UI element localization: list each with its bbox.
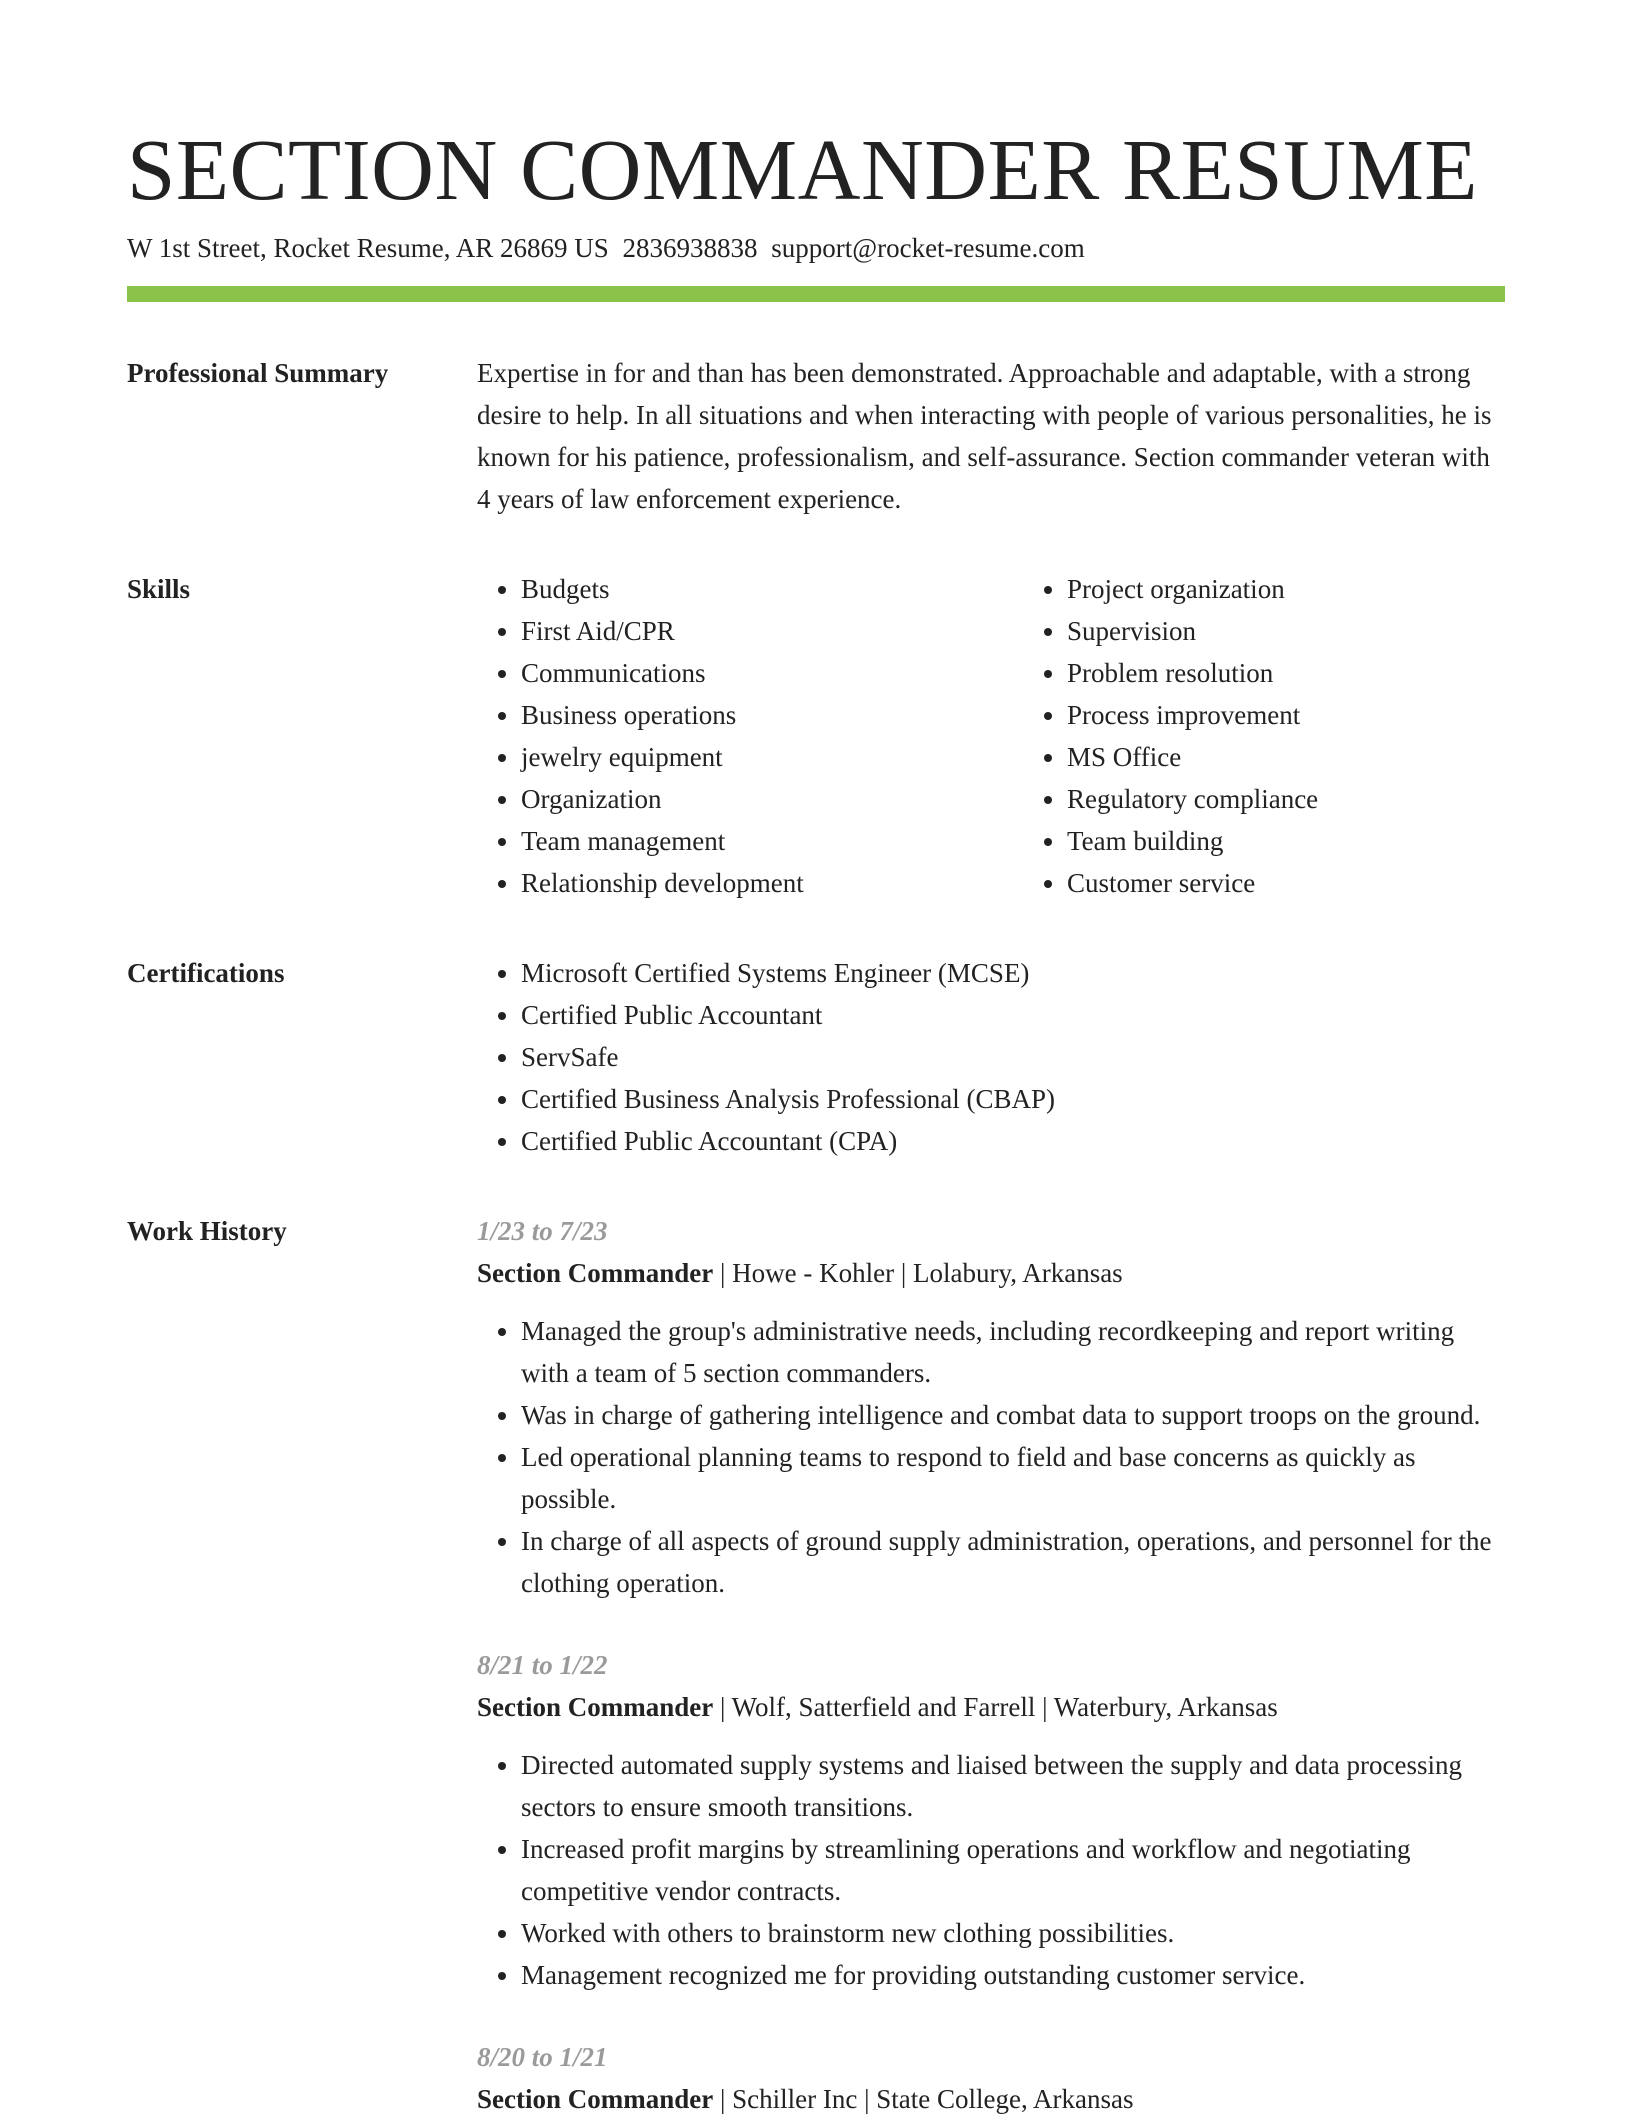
contact-address: W 1st Street, Rocket Resume, AR 26869 US: [127, 233, 609, 263]
skill-item: • Problem resolution: [1067, 652, 1547, 694]
certification-item: • Certified Business Analysis Professional (CBAP): [521, 1078, 1505, 1120]
skills-section: [127, 568, 1505, 904]
skill-item: • MS Office: [1067, 736, 1547, 778]
certification-item: • Certified Public Accountant: [521, 994, 1505, 1036]
job-dates: 1/23 to 7/23: [477, 1216, 608, 1246]
section-heading: Skills: [127, 574, 191, 604]
job-bullet: • Was in charge of gathering intelligence and combat data to support troops on the ground.: [521, 1394, 1505, 1436]
job-bullets: [477, 1310, 1505, 1604]
skill-item: • Customer service: [1067, 862, 1547, 904]
job-dates: 8/20 to 1/21: [477, 2042, 608, 2072]
job-bullet: • Directed automated supply systems and liaised between the supply and data processing sectors to ensure smooth transitions.: [521, 1744, 1505, 1828]
job-entry: [477, 1210, 1505, 1604]
summary-section: [127, 352, 1505, 520]
certifications-section: [127, 952, 1505, 1162]
skill-item: • Business operations: [521, 694, 1023, 736]
section-heading: Certifications: [127, 958, 285, 988]
job-details: | Howe - Kohler | Lolabury, Arkansas: [719, 1258, 1123, 1288]
job-bullet: • Increased profit margins by streamlining operations and workflow and negotiating competitive vendor contracts.: [521, 1828, 1505, 1912]
skill-item: • Organization: [521, 778, 1023, 820]
contact-email: support@rocket-resume.com: [771, 233, 1085, 263]
job-bullets: [477, 1744, 1505, 1996]
skill-item: • Communications: [521, 652, 1023, 694]
job-bullet: • Managed the group's administrative needs, including recordkeeping and report writing with a team of 5 section commanders.: [521, 1310, 1505, 1394]
job-bullet: • In charge of all aspects of ground supply administration, operations, and personnel for the clothing operation.: [521, 1520, 1505, 1604]
certification-item: • Certified Public Accountant (CPA): [521, 1120, 1505, 1162]
job-bullet: • Worked with others to brainstorm new clothing possibilities.: [521, 1912, 1505, 1954]
work-history-section: [127, 1210, 1505, 2120]
section-heading: Work History: [127, 1216, 287, 1246]
skill-item: • jewelry equipment: [521, 736, 1023, 778]
job-heading: [477, 2078, 1505, 2120]
skill-item: • Process improvement: [1067, 694, 1547, 736]
job-title: Section Commander: [477, 1258, 714, 1288]
skill-item: • Supervision: [1067, 610, 1547, 652]
skill-item: • Budgets: [521, 568, 1023, 610]
skills-list-left: [477, 568, 1023, 904]
skill-item: • Team management: [521, 820, 1023, 862]
certifications-list: [477, 952, 1505, 1162]
header-divider: [127, 286, 1505, 302]
job-entry: [477, 1644, 1505, 1996]
certification-item: • ServSafe: [521, 1036, 1505, 1078]
job-heading: [477, 1686, 1505, 1728]
skill-item: • Regulatory compliance: [1067, 778, 1547, 820]
job-title: Section Commander: [477, 2084, 714, 2114]
job-details: | Schiller Inc | State College, Arkansas: [719, 2084, 1134, 2114]
skill-item: • First Aid/CPR: [521, 610, 1023, 652]
contact-line: [127, 230, 1505, 266]
job-bullet: • Management recognized me for providing outstanding customer service.: [521, 1954, 1505, 1996]
skill-item: • Team building: [1067, 820, 1547, 862]
certification-item: • Microsoft Certified Systems Engineer (MCSE): [521, 952, 1505, 994]
job-heading: [477, 1252, 1505, 1294]
skill-item: • Project organization: [1067, 568, 1547, 610]
job-details: | Wolf, Satterfield and Farrell | Waterbury, Arkansas: [719, 1692, 1278, 1722]
job-title: Section Commander: [477, 1692, 714, 1722]
job-dates: 8/21 to 1/22: [477, 1650, 608, 1680]
skill-item: • Relationship development: [521, 862, 1023, 904]
job-entry: [477, 2036, 1505, 2120]
resume-title: SECTION COMMANDER RESUME: [127, 121, 1478, 218]
section-heading: Professional Summary: [127, 358, 389, 388]
summary-text: Expertise in for and than has been demonstrated. Approachable and adaptable, with a strong desire to help. In all situations and when interacting with people of various personalities, he is known for his patience, professionalism, and self-assurance. Section commander veteran with 4 years of law enforcement experience.: [477, 358, 1492, 514]
job-bullet: • Led operational planning teams to respond to field and base concerns as quickly as possible.: [521, 1436, 1505, 1520]
contact-phone: 2836938838: [622, 233, 758, 263]
skills-list-right: [1023, 568, 1547, 904]
